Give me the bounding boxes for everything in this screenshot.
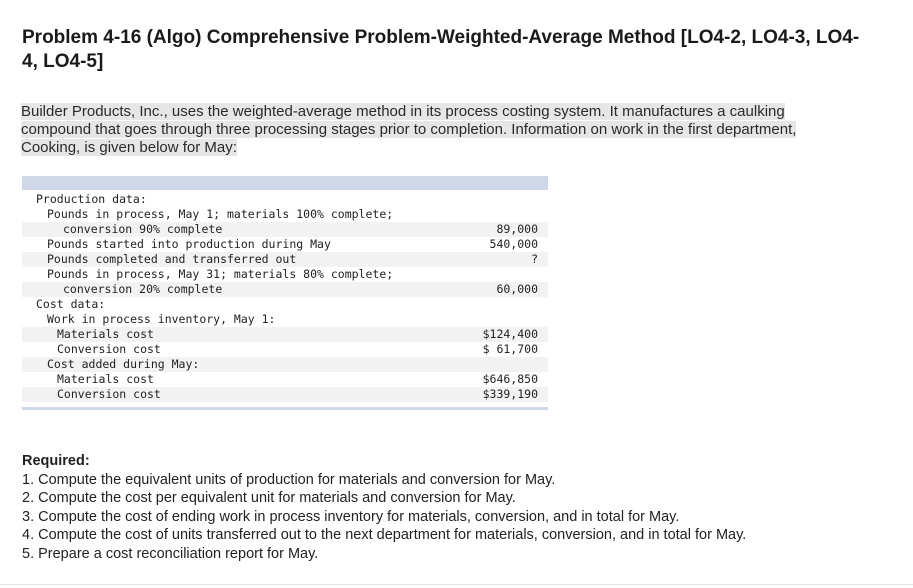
table-row [22, 297, 548, 312]
intro-text: Builder Products, Inc., uses the weighted-average method in its process costing system. It manufactures a caulking compound that goes through three processing stages prior to completion. Information on work in the first department, Cooking, is given below for May: [21, 103, 797, 156]
table-row [22, 192, 548, 207]
row-value: 540,000 [489, 237, 538, 251]
table-row [22, 312, 548, 327]
table-row [22, 252, 548, 267]
problem-intro [21, 103, 849, 157]
problem-title: Problem 4-16 (Algo) Comprehensive Problem-Weighted-Average Method [LO4-2, LO4-3, LO4-4, LO4-5] [22, 27, 860, 72]
required-item: 2. Compute the cost per equivalent unit for materials and conversion for May. [22, 490, 516, 506]
row-label: Materials cost [57, 327, 154, 341]
required-item: 3. Compute the cost of ending work in process inventory for materials, conversion, and in total for May. [22, 508, 680, 525]
row-value: $646,850 [482, 372, 538, 386]
table-header-bar [22, 176, 548, 190]
required-item: 1. Compute the equivalent units of production for materials and conversion for May. [22, 471, 556, 488]
required-item: 5. Prepare a cost reconciliation report for May. [22, 545, 319, 562]
table-row [22, 327, 548, 342]
row-value: $ 61,700 [482, 342, 538, 356]
table-row [22, 372, 548, 387]
table-row [22, 342, 548, 357]
table-row [22, 282, 548, 297]
row-label: Work in process inventory, May 1: [47, 312, 276, 326]
row-label: Conversion cost [57, 342, 161, 356]
row-label: Pounds in process, May 1; materials 100% complete; [47, 207, 394, 221]
row-label: Cost added during May: [47, 357, 200, 371]
row-label: Production data: [36, 192, 147, 206]
table-row [22, 207, 548, 222]
row-label: conversion 90% complete [63, 222, 223, 236]
page-divider [0, 584, 913, 585]
row-label: Conversion cost [57, 387, 161, 401]
row-label: Pounds completed and transferred out [47, 252, 297, 266]
table-footer-bar [22, 407, 548, 410]
row-label: conversion 20% complete [63, 282, 223, 296]
row-value: $124,400 [482, 327, 538, 341]
table-row [22, 222, 548, 237]
required-item: 4. Compute the cost of units transferred out to the next department for materials, conversion, and in total for May. [22, 527, 747, 543]
required-section [22, 452, 892, 563]
table-row [22, 237, 548, 252]
row-label: Pounds in process, May 31; materials 80% complete; [47, 267, 394, 281]
row-value: ? [531, 252, 538, 266]
required-heading: Required: [22, 453, 90, 469]
row-label: Pounds started into production during May [47, 237, 331, 251]
data-table [22, 176, 548, 410]
row-value: 89,000 [496, 222, 538, 236]
row-value: 60,000 [496, 282, 538, 296]
table-row [22, 357, 548, 372]
row-value: $339,190 [482, 387, 538, 401]
row-label: Materials cost [57, 372, 154, 386]
row-label: Cost data: [36, 297, 106, 311]
table-row [22, 387, 548, 402]
table-row [22, 267, 548, 282]
